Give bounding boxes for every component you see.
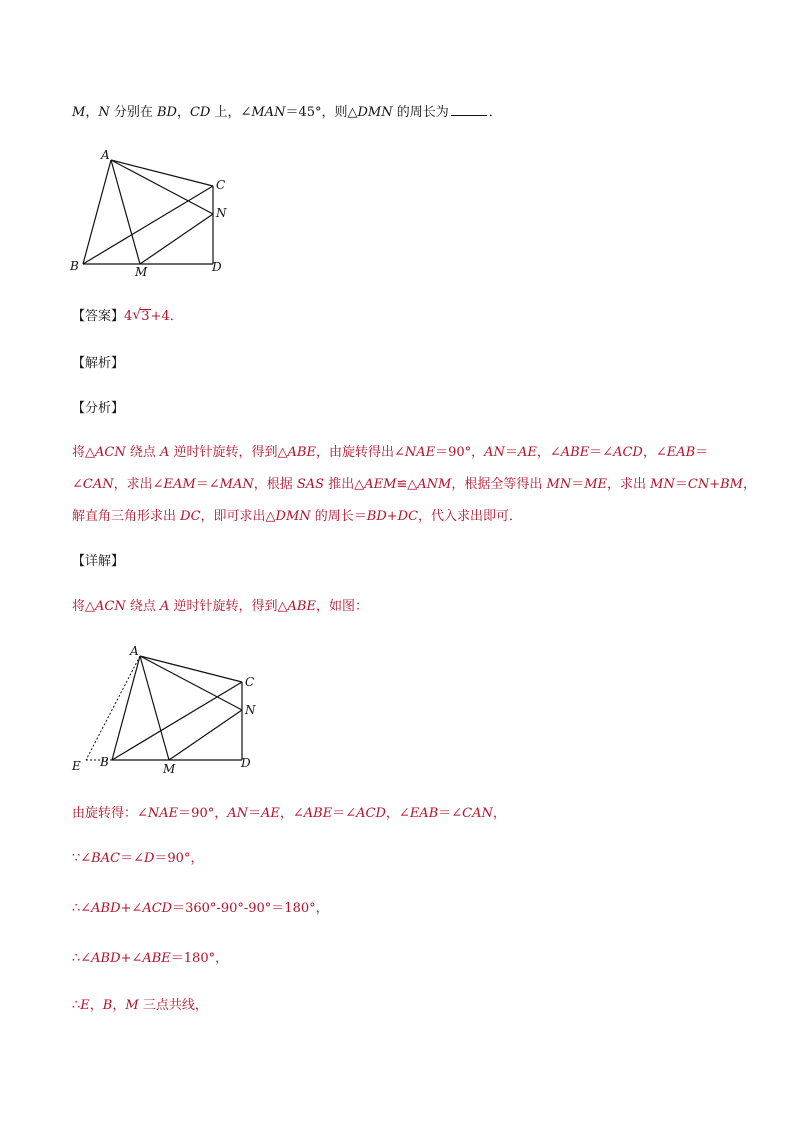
segment-MN [140, 214, 213, 264]
step-line-4: ∴∠ABD+∠ABE＝180°， [72, 951, 229, 966]
segment-AN [111, 160, 213, 214]
label-N: N [216, 206, 227, 220]
fenxi-line-2: ∠CAN，求出∠EAM＝∠MAN，根据 SAS 推出△AEM≌△ANM，根据全等得出 MN＝ME，求出 MN＝CN+BM， [72, 477, 756, 492]
fenxi-line-1: 将△ACN 绕点 A 逆时针旋转，得到△ABE，由旋转得出∠NAE＝90°，AN＝AE，∠ABE＝∠ACD，∠EAB＝ [72, 445, 709, 460]
segment-AB [112, 656, 140, 760]
label-E: E [72, 759, 81, 773]
sqrt-symbol: √ 3 [132, 307, 150, 324]
label-N: N [245, 703, 256, 717]
jiexi-heading: 【解析】 [72, 356, 125, 371]
segment-AB [83, 160, 111, 264]
label-B: B [100, 755, 109, 769]
segment-BC [112, 682, 242, 760]
step-line-3: ∴∠ABD+∠ACD＝360°-90°-90°＝180°， [72, 901, 329, 916]
step-line-1: 由旋转得：∠NAE＝90°，AN＝AE，∠ABE＝∠ACD，∠EAB＝∠CAN， [72, 806, 506, 821]
label-M: M [163, 762, 176, 776]
label-C: C [245, 675, 255, 689]
label-M: M [135, 265, 148, 279]
xiangjie-heading: 【详解】 [72, 554, 125, 569]
step-line-5: ∴E，B，M 三点共线， [72, 998, 208, 1013]
answer-heading: 【答案】 [72, 309, 125, 324]
label-D: D [212, 260, 222, 274]
fenxi-line-3: 解直角三角形求出 DC，即可求出△DMN 的周长＝BD+DC，代入求出即可． [72, 509, 523, 524]
label-B: B [70, 259, 79, 273]
figure-1 [60, 140, 250, 285]
label-A: A [130, 644, 139, 658]
segment-AN [140, 656, 242, 710]
answer-blank [451, 104, 487, 116]
segment-AM [140, 656, 169, 760]
label-C: C [216, 178, 226, 192]
step-line-2: ∵∠BAC＝∠D＝90°， [72, 851, 204, 866]
answer-line: 【答案】4 √ 3+4． [72, 307, 183, 324]
label-A: A [101, 148, 110, 162]
xiangjie-line-1: 将△ACN 绕点 A 逆时针旋转，得到△ABE，如图： [72, 599, 368, 614]
segment-BC [83, 186, 213, 264]
segment-MN [169, 710, 242, 760]
fenxi-heading: 【分析】 [72, 401, 125, 416]
problem-line-1: M，N 分别在 BD，CD 上，∠MAN＝45°，则△DMN 的周长为 ． [72, 105, 502, 120]
segment-AC [111, 160, 213, 186]
figure-2 [60, 636, 280, 781]
segment-AM [111, 160, 140, 264]
segment-AC [140, 656, 242, 682]
segment-AE-dashed [86, 656, 140, 760]
label-D: D [241, 756, 251, 770]
